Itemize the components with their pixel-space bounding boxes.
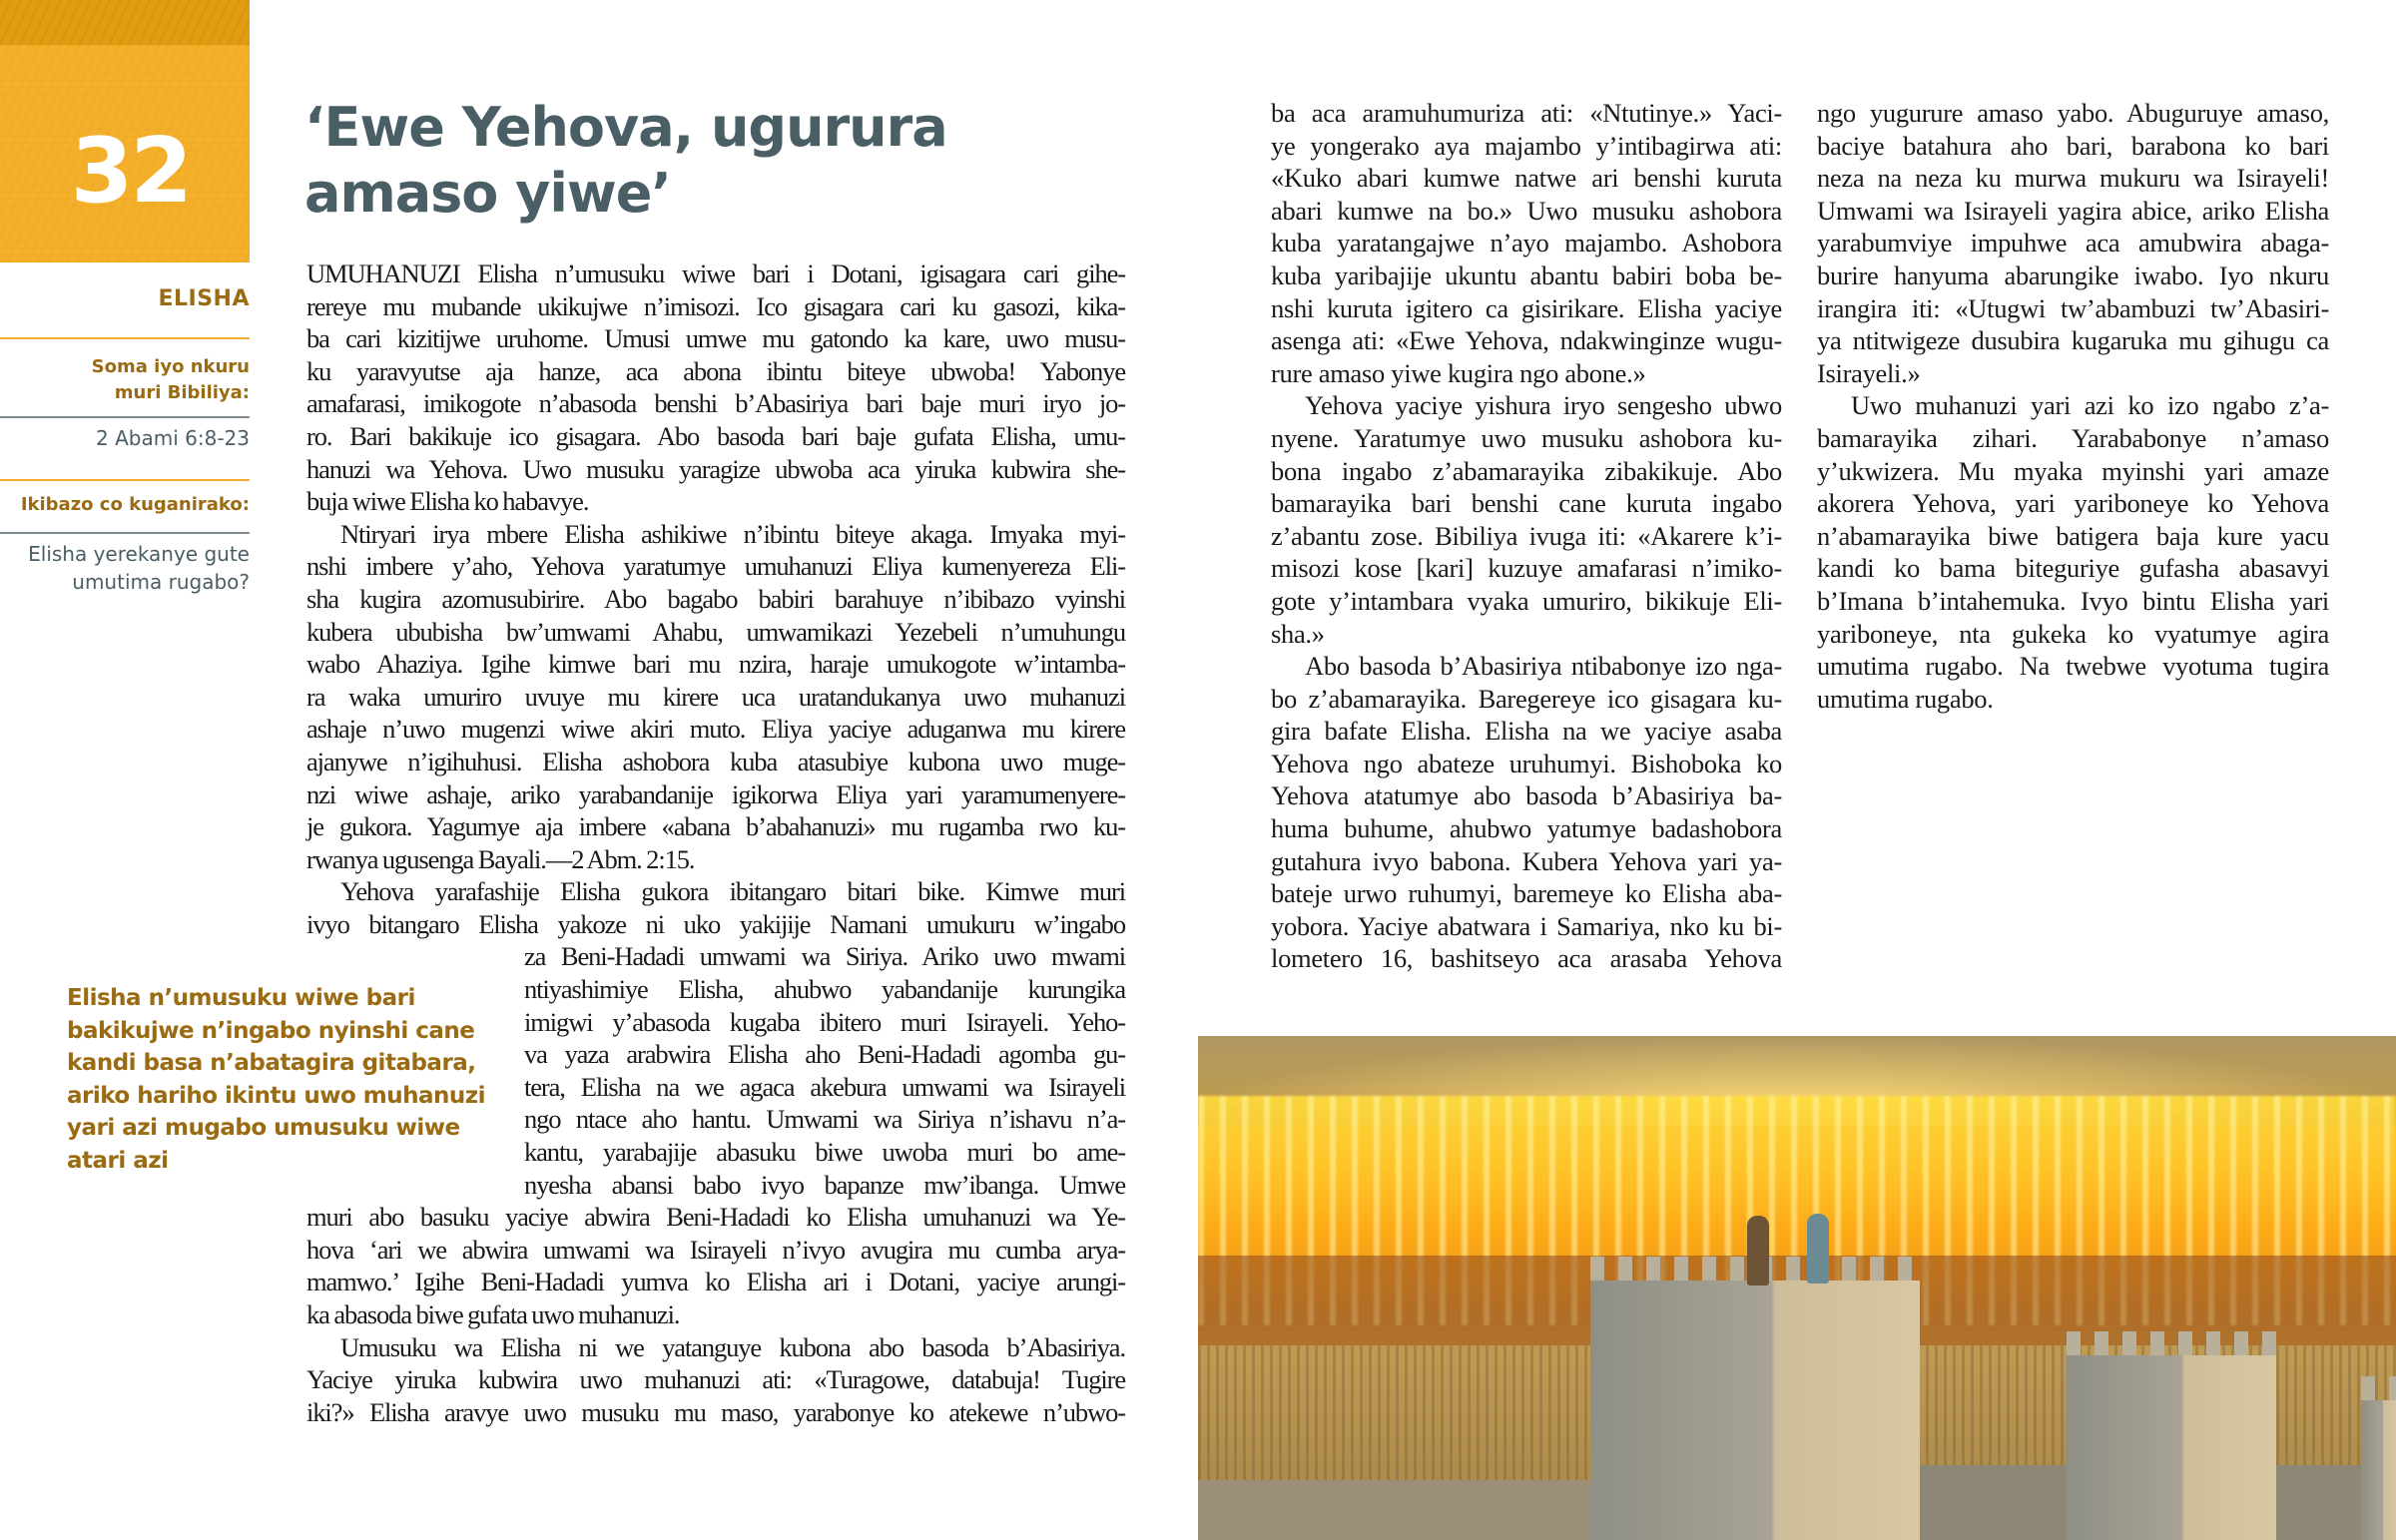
text-line: kandi ko bama biteguriye gufasha abasavyi [1817, 553, 2329, 584]
text-line: nyesha abansi babo ivyo bapanze mw’ibanga. Umwe [524, 1169, 1125, 1200]
chapter-number: 32 [70, 119, 190, 224]
body-column-left [306, 257, 1125, 1428]
text-line: amafarasi, imikogote n’abasoda benshi b’Abasiriya bari baje muri iryo jo- [306, 388, 1125, 419]
text-line: Yehova ngo abateze uruhumyi. Bishoboka ko [1271, 748, 1782, 778]
text-line: Abo basoda b’Abasiriya ntibabonye izo nga- [1305, 651, 1782, 682]
text-line: kuba yaribajije ukuntu abantu babiri boba be- [1271, 259, 1782, 290]
text-line: Umwami wa Isirayeli yagira abice, ariko Elisha [1817, 195, 2329, 226]
text-line: gutahura ivyo babona. Kubera Yehova yari ya- [1271, 845, 1782, 876]
text-line: je gukora. Yagumye aja imbere «abana b’abahanuzi» mu rugamba rwo ku- [306, 811, 1125, 842]
city-tower [1590, 1281, 1920, 1540]
text-line: buja wiwe Elisha ko habavye. [306, 486, 589, 517]
city-tower [2067, 1355, 2276, 1540]
text-line: neza na neza ku murwa mukuru wa Isirayeli! [1817, 163, 2329, 194]
text-line: misozi kose [kari] kuzuye amafarasi n’imiko- [1271, 553, 1782, 584]
text-line: UMUHANUZI Elisha n’umusuku wiwe bari i Dotani, igisagara cari gihe- [306, 258, 1125, 288]
text-line: ntiyashimiye Elisha, ahubwo yabandanije kurungika [524, 974, 1125, 1005]
text-line: Yehova atatumye abo basoda b’Abasiriya ba- [1271, 780, 1782, 811]
text-line: kantu, yarabajije abasuku biwe uwoba muri bo ame- [524, 1137, 1125, 1168]
text-line: burire hanyuma abarungike iwabo. Iyo nkuru [1817, 259, 2329, 290]
sidebar-divider [0, 416, 250, 418]
text-line: akorera Yehova, yari yariboneye ko Yehova [1817, 488, 2329, 519]
text-line: ka abasoda biwe gufata uwo muhanuzi. [306, 1299, 680, 1329]
sidebar-divider [0, 532, 250, 534]
text-line: b’Imana b’intahemuka. Ivyo bintu Elisha yari [1817, 585, 2329, 616]
illustration-caption: Elisha n’umusuku wiwe bari bakikujwe n’ingabo nyinshi cane kandi basa n’abatagira gitabara, ariko hariho ikintu uwo muhanuzi yari azi mugabo umusuku wiwe atari azi [67, 985, 486, 1174]
text-line: Isirayeli.» [1817, 357, 1921, 388]
text-line: sha kugira azomusubirire. Abo bagabo babiri barahuye n’ibibazo vyinshi [306, 583, 1125, 614]
text-line: ba aca aramuhumuriza ati: «Ntutinye.» Yaci- [1271, 98, 1782, 128]
text-line: kuba yaratangajwe n’ayo majambo. Ashobora [1271, 228, 1782, 258]
text-line: Yehova yarafashije Elisha gukora ibitangaro bitari bike. Kimwe muri [340, 876, 1125, 907]
text-line: yobora. Yaciye abatwara i Samariya, nko ku bi- [1271, 910, 1782, 941]
text-line: mamwo.’ Igihe Beni-Hadadi yumva ko Elisha ari i Dotani, yaciye arungi- [306, 1267, 1125, 1297]
text-line: ivyo bitangaro Elisha yakoze ni uko yakijije Namani umukuru w’ingabo [306, 908, 1125, 939]
text-line: Ntiryari irya mbere Elisha ashikiwe n’ibintu biteye akaga. Imyaka myi- [340, 518, 1125, 549]
text-line: ye yongerako aya majambo y’intibagirwa ati: [1271, 130, 1782, 161]
scripture-reference: 2 Abami 6:8-23 [96, 426, 250, 450]
text-line: nyene. Yaratumye uwo musuku ashobora ku- [1271, 422, 1782, 453]
text-line: bamarayika zihari. Yarababonye n’amaso [1817, 422, 2329, 453]
elisha-figure [1747, 1216, 1769, 1285]
text-line: yarabumviye impuhwe aca amubwira abaga- [1817, 228, 2329, 258]
text-line: kubera ububisha bw’umwami Ahabu, umwamikazi Yezebeli n’umuhungu [306, 616, 1125, 647]
text-line: n’abamarayika biwe batigera baja kure yacu [1817, 520, 2329, 551]
page-title: ‘Ewe Yehova, ugurura amaso yiwe’ [304, 96, 947, 225]
text-line: huma buhume, ahubwo yatumye badashobora [1271, 813, 1782, 844]
text-line: za Beni-Hadadi umwami wa Siriya. Ariko uwo mwami [524, 941, 1125, 972]
servant-figure [1807, 1214, 1829, 1283]
text-line: wabo Ahaziya. Igihe kimwe bari mu nzira, haraje umukogote w’intamba- [306, 649, 1125, 680]
text-line: ngo yugurure amaso yabo. Abuguruye amaso, [1817, 98, 2329, 128]
text-line: hanuzi wa Yehova. Uwo musuku yaragize ubwoba aca yiruka kubwira she- [306, 453, 1125, 484]
text-line: hova ‘ari we abwira umwami wa Isirayeli n’ivyo avugira mu cumba arya- [306, 1234, 1125, 1265]
text-line: irangira iti: «Utugwi tw’abambuzi tw’Abasiri- [1817, 292, 2329, 323]
text-line: gira bafate Elisha. Elisha na we yaciye asaba [1271, 716, 1782, 747]
text-line: ra waka umuriro uvuye mu kirere uca uratandukanya uwo muhanuzi [306, 681, 1125, 712]
text-line: ashaje n’uwo mugenzi wiwe akiri muto. Eliya yaciye aduganwa mu kirere [306, 714, 1125, 745]
text-line: y’ukwizera. Mu myaka myinshi yari amaze [1817, 455, 2329, 486]
text-line: «Kuko abari kumwe natwe ari benshi kuruta [1271, 163, 1782, 194]
text-line: ajanywe n’igihuhusi. Elisha ashobora kuba atasubiye kubona uwo muge- [306, 746, 1125, 776]
text-line: bamarayika bari benshi cane kuruta ingabo [1271, 488, 1782, 519]
text-line: Yehova yaciye yishura iryo sengesho ubwo [1305, 390, 1782, 421]
discussion-question: Elisha yerekanye gute umutima rugabo? [28, 542, 250, 594]
text-line: ku yaravyutse aja hanze, aca abona ibintu biteye ubwoba! Yabonye [306, 355, 1125, 386]
text-line: nshi imbere y’aho, Yehova yaratumye umuhanuzi Eliya kumenyereza Eli- [306, 551, 1125, 582]
text-line: ro. Bari bakikuje ico gisagara. Abo basoda bari baje gufata Elisha, umu- [306, 420, 1125, 451]
question-label: Ikibazo co kuganirako: [20, 494, 250, 515]
body-column-right [1817, 97, 2329, 715]
text-line: iki?» Elisha aravye uwo musuku mu maso, yarabonye ko atekewe n’ubwo- [306, 1396, 1125, 1427]
text-line: bateje urwo ruhumyi, baremeye ko Elisha aba- [1271, 878, 1782, 909]
text-line: nshi kuruta igitero ca gisirikare. Elisha yaciye [1271, 292, 1782, 323]
text-line: gote y’intambara vyaka umuriro, bikikuje Eli- [1271, 585, 1782, 616]
sidebar-divider [0, 337, 250, 339]
text-line: va yaza arabwira Elisha aho Beni-Hadadi agomba gu- [524, 1039, 1125, 1070]
text-line: umutima rugabo. Na twebwe vyotuma tugira [1817, 651, 2329, 682]
text-line: sha.» [1271, 618, 1325, 649]
read-label: Soma iyo nkuru muri Bibiliya: [91, 356, 250, 403]
text-line: z’abantu zose. Bibiliya ivuga iti: «Akarere k’i- [1271, 520, 1782, 551]
text-line: asenga ati: «Ewe Yehova, ndakwinginze wugu- [1271, 325, 1782, 356]
text-line: baciye batahura aho bari, barabona ko bari [1817, 130, 2329, 161]
text-line: ngo ntace aho hantu. Umwami wa Siriya n’ishavu n’a- [524, 1104, 1125, 1135]
chapter-band [0, 0, 250, 45]
text-line: rwanya ugusenga Bayali.—2 Abm. 2:15. [306, 843, 695, 874]
text-line: abari kumwe na bo.» Uwo musuku ashobora [1271, 195, 1782, 226]
text-line: rure amaso yiwe kugira ngo abone.» [1271, 357, 1646, 388]
text-line: Uwo muhanuzi yari azi ko izo ngabo z’a- [1851, 390, 2329, 421]
text-line: bo z’abamarayika. Baregereye ico gisagara ku- [1271, 683, 1782, 714]
text-line: Yaciye yiruka kubwira uwo muhanuzi ati: «Turagowe, databuja! Tugire [306, 1364, 1125, 1395]
text-line: imigwi y’abasoda kugaba ibitero muri Isirayeli. Yeho- [524, 1006, 1125, 1037]
text-line: lometero 16, bashitseyo aca arasaba Yehova [1271, 943, 1782, 974]
text-line: umutima rugabo. [1817, 683, 1994, 714]
sidebar-divider [0, 479, 250, 481]
text-line: ya ntitwigeze dusubira kugaruka mu gihugu ca [1817, 325, 2329, 356]
text-line: muri abo basuku yaciye abwira Beni-Hadadi ko Elisha umuhanuzi wa Ye- [306, 1202, 1125, 1233]
illustration [1198, 1036, 2396, 1540]
chapter-number-block [0, 0, 250, 262]
text-line: bona ingabo z’abamarayika zibakikuje. Abo [1271, 455, 1782, 486]
character-name: ELISHA [158, 286, 250, 311]
text-line: Umusuku wa Elisha ni we yatanguye kubona abo basoda b’Abasiriya. [340, 1331, 1125, 1362]
text-line: nzi wiwe ashaje, ariko yarabandanije igikorwa Eliya yari yaramumenyere- [306, 778, 1125, 809]
city-wall [1198, 1480, 1592, 1540]
body-column-middle [1271, 97, 1782, 975]
text-line: tera, Elisha na we agaca akebura umwami wa Isirayeli [524, 1071, 1125, 1102]
text-line: yariboneye, nta gukeka ko vyatumye agira [1817, 618, 2329, 649]
text-line: ba cari kizitijwe uruhome. Umusi umwe mu gatondo ka kare, uwo musu- [306, 323, 1125, 354]
city-tower [2361, 1400, 2396, 1540]
text-line: rereye mu mubande ukikujwe n’imisozi. Ico gisagara cari ku gasozi, kika- [306, 290, 1125, 321]
